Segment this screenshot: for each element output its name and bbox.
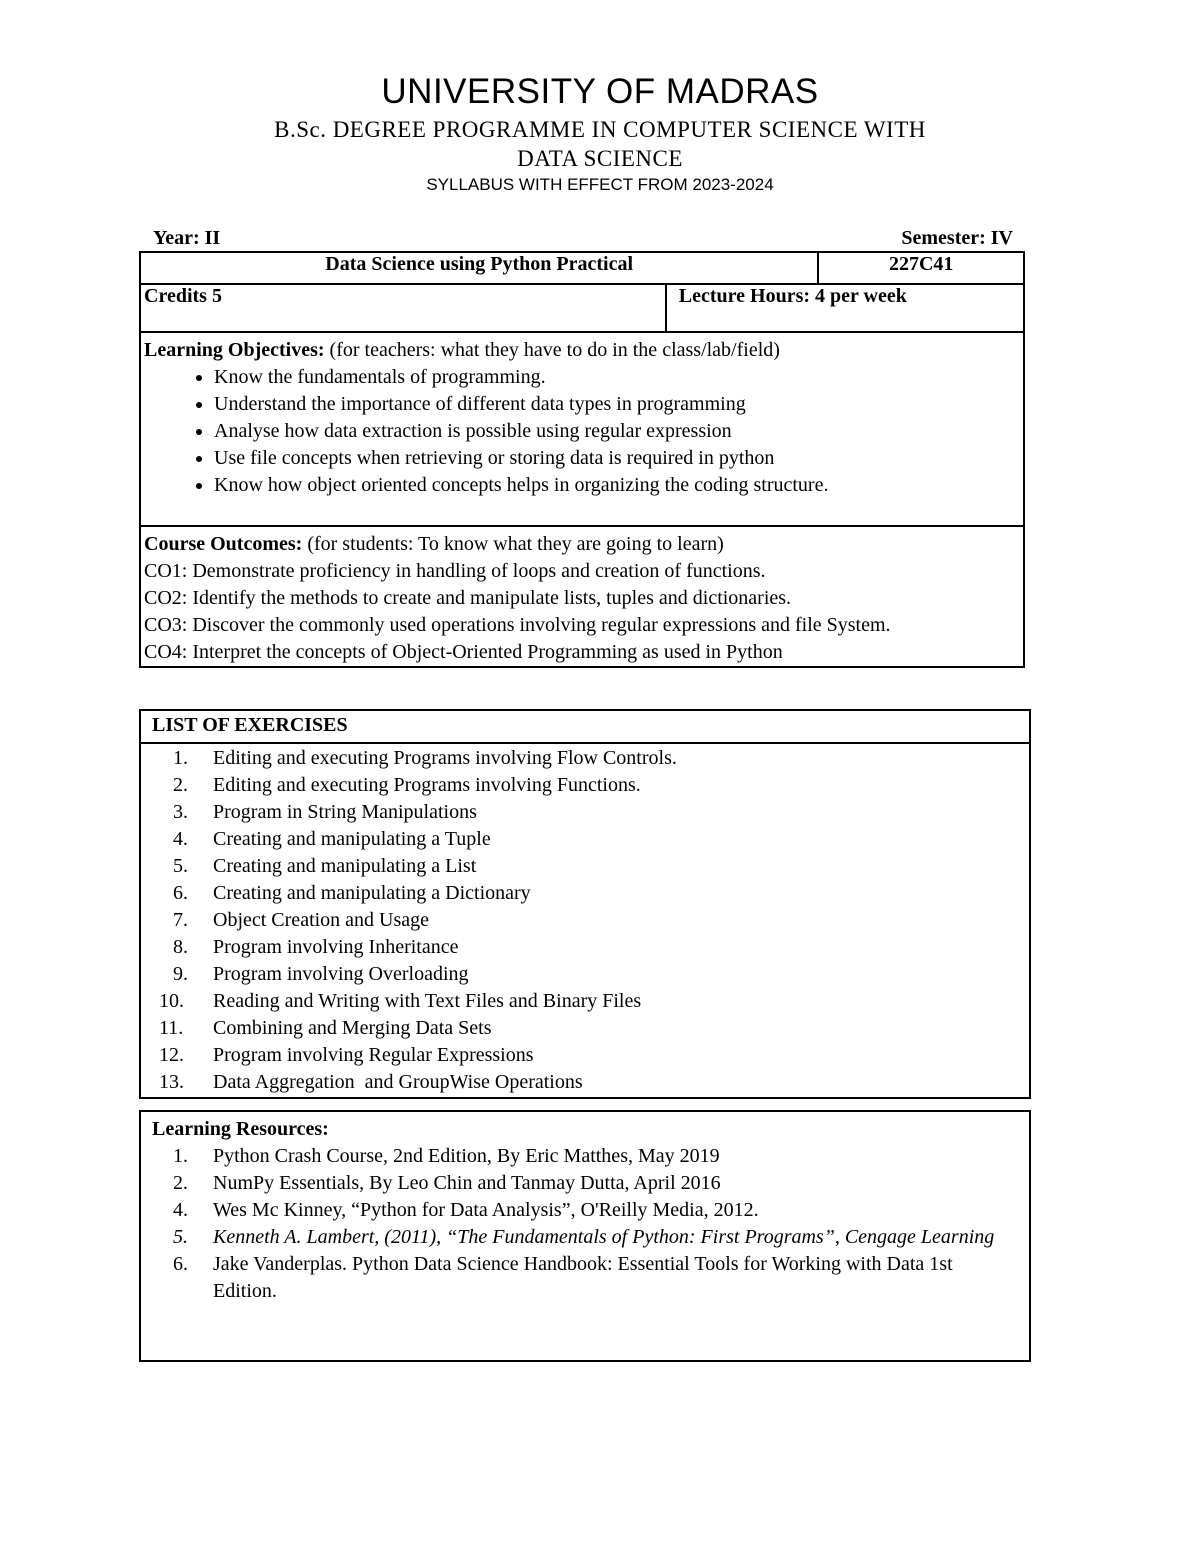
- university-title: UNIVERSITY OF MADRAS: [381, 72, 819, 111]
- list-item: • Know the fundamentals of programming.: [214, 364, 1020, 391]
- list-item: 10. Reading and Writing with Text Files and Binary Files: [159, 990, 642, 1012]
- list-item: 4. Wes Mc Kinney, “Python for Data Analysis”, O'Reilly Media, 2012.: [173, 1199, 759, 1221]
- year-label: Year: II: [153, 227, 221, 249]
- exercises-box: [139, 709, 1031, 1099]
- list-item: 8. Program involving Inheritance: [173, 936, 459, 958]
- list-item: 9. Program involving Overloading: [173, 963, 469, 985]
- course-outcomes-heading: Course Outcomes:: [144, 533, 303, 555]
- course-outcome-item: CO2: Identify the methods to create and manipulate lists, tuples and dictionaries.: [144, 587, 792, 609]
- list-item: 12. Program involving Regular Expressions: [159, 1044, 534, 1066]
- programme-title-line2: DATA SCIENCE: [517, 146, 683, 171]
- list-item: 2. Editing and executing Programs involving Functions.: [173, 774, 641, 796]
- list-item: • Analyse how data extraction is possible using regular expression: [214, 418, 1020, 445]
- course-outcomes-cell: [140, 526, 1024, 667]
- course-title-cell: Data Science using Python Practical: [140, 252, 818, 284]
- lecture-hours-cell: Lecture Hours: 4 per week: [666, 284, 1024, 332]
- learning-objectives-note: (for teachers: what they have to do in the class/lab/field): [324, 339, 780, 361]
- resources-heading: Learning Resources:: [152, 1118, 329, 1140]
- list-item: 5. Kenneth A. Lambert, (2011), “The Fundamentals of Python: First Programs”, Cengage Learning: [173, 1226, 995, 1248]
- credits-cell: Credits 5: [140, 284, 666, 332]
- list-item: 11. Combining and Merging Data Sets: [159, 1017, 492, 1039]
- list-item: 6. Creating and manipulating a Dictionary: [173, 882, 531, 904]
- learning-objectives-list: [144, 364, 1020, 499]
- semester-label: Semester: IV: [901, 227, 1013, 249]
- programme-title-line1: B.Sc. DEGREE PROGRAMME IN COMPUTER SCIENCE WITH: [274, 117, 926, 142]
- resources-list: [141, 1143, 1029, 1305]
- course-info-table: [139, 251, 1025, 668]
- course-outcome-item: CO4: Interpret the concepts of Object-Oriented Programming as used in Python: [144, 641, 783, 663]
- course-outcome-item: CO3: Discover the commonly used operations involving regular expressions and file System.: [144, 614, 891, 636]
- list-item: 7. Object Creation and Usage: [173, 909, 430, 931]
- learning-objectives-cell: [140, 332, 1024, 526]
- list-item: • Know how object oriented concepts helps in organizing the coding structure.: [214, 472, 1020, 499]
- list-item: 1. Editing and executing Programs involving Flow Controls.: [173, 747, 677, 769]
- list-item: 1. Python Crash Course, 2nd Edition, By Eric Matthes, May 2019: [173, 1145, 720, 1167]
- course-code-cell: 227C41: [818, 252, 1024, 284]
- list-item: 3. Program in String Manipulations: [173, 801, 477, 823]
- list-item: 6. Jake Vanderplas. Python Data Science Handbook: Essential Tools for Working with Data 1st Edition.: [173, 1253, 953, 1302]
- course-outcome-item: CO1: Demonstrate proficiency in handling of loops and creation of functions.: [144, 560, 766, 582]
- list-item: • Use file concepts when retrieving or storing data is required in python: [214, 445, 1020, 472]
- exercises-heading: LIST OF EXERCISES: [141, 711, 1029, 744]
- year-semester-line: [153, 227, 1013, 250]
- syllabus-effective-line: SYLLABUS WITH EFFECT FROM 2023-2024: [426, 175, 774, 194]
- resources-box: [139, 1110, 1031, 1362]
- list-item: 2. NumPy Essentials, By Leo Chin and Tanmay Dutta, April 2016: [173, 1172, 721, 1194]
- course-outcomes-note: (for students: To know what they are going to learn): [302, 533, 724, 555]
- list-item: 5. Creating and manipulating a List: [173, 855, 477, 877]
- list-item: • Understand the importance of different data types in programming: [214, 391, 1020, 418]
- learning-objectives-heading: Learning Objectives:: [144, 339, 325, 361]
- list-item: 4. Creating and manipulating a Tuple: [173, 828, 491, 850]
- list-item: 13. Data Aggregation and GroupWise Operations: [159, 1071, 583, 1093]
- exercises-list: [141, 744, 1029, 1096]
